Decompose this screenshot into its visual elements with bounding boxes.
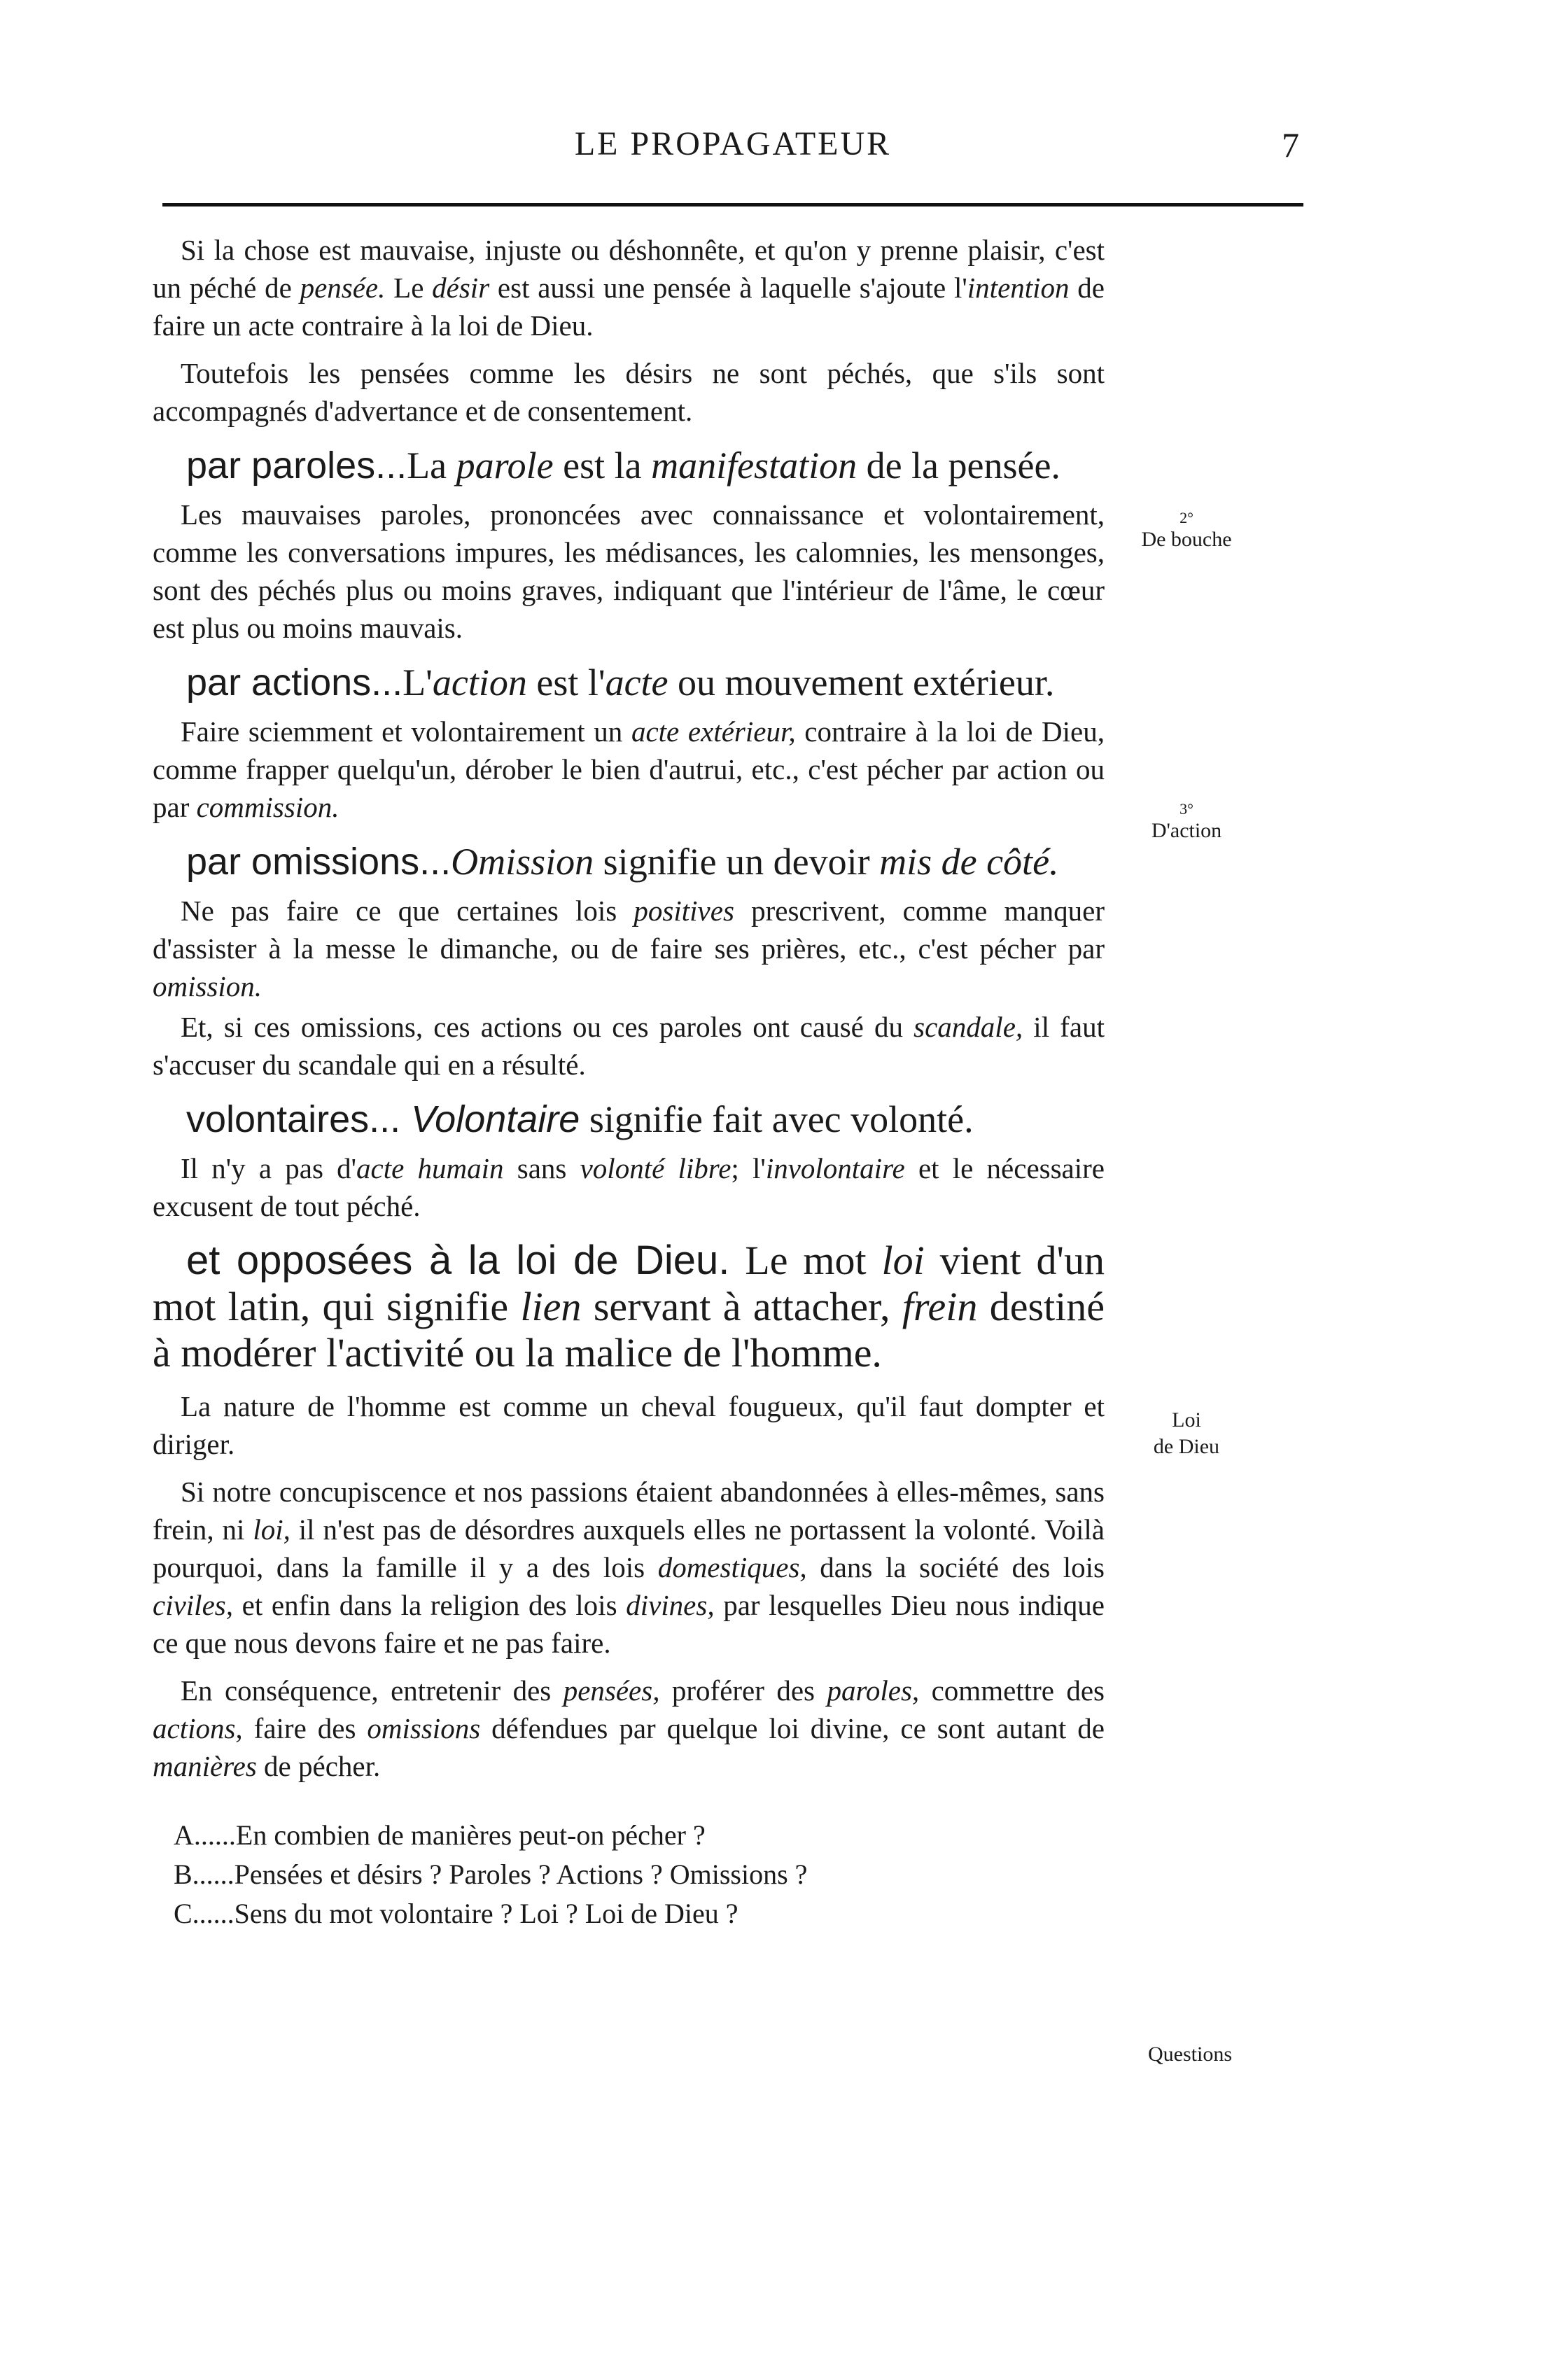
paragraph-toutefois: Toutefois les pensées comme les désirs ne sont péchés, que s'ils sont accompagnés d'advertance et de consentement. xyxy=(153,357,1105,427)
paragraph-actions: Faire sciemment et volontairement un acte extérieur, contraire à la loi de Dieu, comme frapper quelqu'un, dérober le bien d'autrui, etc., c'est pécher par action ou par commission. xyxy=(153,715,1105,823)
margin-note-bouche: 2° De bouche xyxy=(1141,509,1232,551)
paragraph-pensee: Si la chose est mauvaise, injuste ou déshonnête, et qu'on y prenne plaisir, c'est un péché de pensée. Le désir est aussi une pensée à laquelle s'ajoute l'intention de faire un acte contraire à la loi de Dieu. xyxy=(153,234,1105,342)
paragraph-scandale: Et, si ces omissions, ces actions ou ces paroles ont causé du scandale, il faut s'accuser du scandale qui en a résulté. xyxy=(153,1011,1105,1081)
page-number: 7 xyxy=(1282,125,1299,164)
page-header xyxy=(162,119,1303,182)
running-title: LE PROPAGATEUR xyxy=(574,125,892,162)
lead-loi: et opposées à la loi de Dieu. Le mot loi vient d'un mot latin, qui signifie lien servant à attacher, frein destiné à modérer l'activité ou la malice de l'homme. xyxy=(153,1238,1105,1376)
review-questions xyxy=(174,1816,1105,1933)
question-a: A......En combien de manières peut-on pécher ? xyxy=(174,1819,706,1851)
paragraph-omissions: Ne pas faire ce que certaines lois positives prescrivent, comme manquer d'assister à la messe le dimanche, ou de faire ses prières, etc., c'est pécher par omission. xyxy=(153,895,1105,1002)
paragraph-consequence: En conséquence, entretenir des pensées, proférer des paroles, commettre des actions, faire des omissions défendues par quelque loi divine, ce sont autant de manières de pécher. xyxy=(153,1674,1105,1782)
paragraph-paroles: Les mauvaises paroles, prononcées avec connaissance et volontairement, comme les conversations impures, les médisances, les calomnies, les mensonges, sont des péchés plus ou moins graves, indiquant que l'intérieur de l'âme, le cœur est plus ou moins mauvais. xyxy=(153,498,1105,644)
paragraph-concupiscence: Si notre concupiscence et nos passions étaient abandonnées à elles-mêmes, sans frein, ni loi, il n'est pas de désordres auxquels elles ne portassent la volonté. Voilà pourquoi, dans la famille il y a des lois domestiques, dans la société des lois civiles, et enfin dans la religion des lois divines, par lesquelles Dieu nous indique ce que nous devons faire et ne pas faire. xyxy=(153,1476,1105,1659)
header-rule xyxy=(162,203,1303,206)
question-b: B......Pensées et désirs ? Paroles ? Actions ? Omissions ? xyxy=(174,1858,808,1890)
lead-volontaires: volontaires... Volontaire signifie fait avec volonté. xyxy=(186,1098,974,1140)
question-c: C......Sens du mot volontaire ? Loi ? Loi de Dieu ? xyxy=(174,1898,738,1929)
margin-note-loi: Loi de Dieu xyxy=(1153,1408,1220,1458)
margin-note-questions: Questions xyxy=(1148,2043,1232,2066)
lead-actions: par actions...L'action est l'acte ou mouvement extérieur. xyxy=(186,662,1055,704)
paragraph-nature: La nature de l'homme est comme un cheval fougueux, qu'il faut dompter et diriger. xyxy=(153,1390,1105,1460)
lead-omissions: par omissions...Omission signifie un devoir mis de côté. xyxy=(186,841,1059,883)
lead-paroles: par paroles...La parole est la manifestation de la pensée. xyxy=(186,444,1060,486)
margin-note-action: 3° D'action xyxy=(1151,800,1222,842)
body-text xyxy=(153,231,1105,1933)
paragraph-volontaires: Il n'y a pas d'acte humain sans volonté libre; l'involontaire et le nécessaire excusent de tout péché. xyxy=(153,1152,1105,1222)
